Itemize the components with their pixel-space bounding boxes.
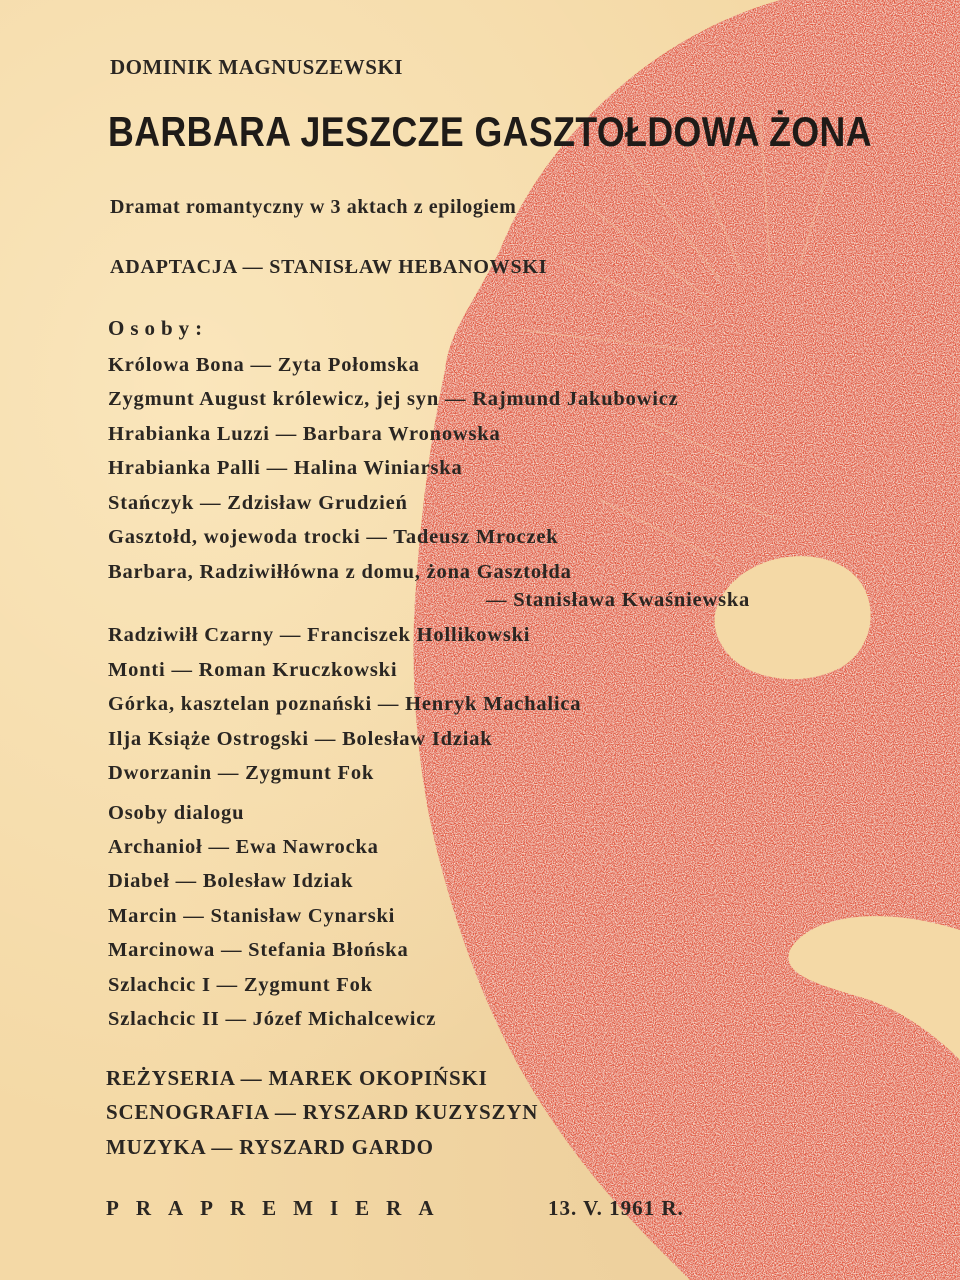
dialogue-cast-line: Marcinowa — Stefania Błońska [108, 939, 409, 961]
cast-line: Królowa Bona — Zyta Połomska [108, 354, 420, 376]
cast-line: Ilja Książe Ostrogski — Bolesław Idziak [108, 728, 493, 750]
music-credit: MUZYKA — RYSZARD GARDO [106, 1135, 434, 1159]
premiere-label: PRAPREMIERA [106, 1196, 451, 1220]
cast-line: Radziwiłł Czarny — Franciszek Hollikowski [108, 624, 531, 646]
cast-line: Hrabianka Luzzi — Barbara Wronowska [108, 423, 501, 445]
adaptation-credit: ADAPTACJA — STANISŁAW HEBANOWSKI [110, 256, 548, 278]
premiere-date: 13. V. 1961 R. [548, 1196, 684, 1220]
cast-line: Dworzanin — Zygmunt Fok [108, 762, 375, 784]
cast-line: Monti — Roman Kruczkowski [108, 659, 398, 681]
cast-line: Gasztołd, wojewoda trocki — Tadeusz Mroczek [108, 526, 559, 548]
dialogue-cast-line: Archanioł — Ewa Nawrocka [108, 836, 379, 858]
author-name: DOMINIK MAGNUSZEWSKI [110, 55, 403, 79]
cast-line: — Stanisława Kwaśniewska [486, 589, 751, 611]
cast-line: Barbara, Radziwiłłówna z domu, żona Gasztołda [108, 561, 572, 583]
cast-line: Stańczyk — Zdzisław Grudzień [108, 492, 408, 514]
play-subtitle: Dramat romantyczny w 3 aktach z epilogiem [110, 196, 517, 218]
cast-line: Górka, kasztelan poznański — Henryk Machalica [108, 693, 582, 715]
scenography-credit: SCENOGRAFIA — RYSZARD KUZYSZYN [106, 1100, 539, 1124]
dialogue-cast-line: Diabeł — Bolesław Idziak [108, 870, 354, 892]
dialogue-heading: Osoby dialogu [108, 802, 245, 824]
cast-line: Hrabianka Palli — Halina Winiarska [108, 457, 463, 479]
dialogue-cast-line: Szlachcic I — Zygmunt Fok [108, 974, 373, 996]
dialogue-cast-line: Marcin — Stanisław Cynarski [108, 905, 396, 927]
director-credit: REŻYSERIA — MAREK OKOPIŃSKI [106, 1066, 488, 1090]
play-title: BARBARA JESZCZE GASZTOŁDOWA ŻONA [108, 108, 872, 155]
cast-heading: Osoby: [108, 316, 209, 340]
dialogue-cast-line: Szlachcic II — Józef Michalcewicz [108, 1008, 437, 1030]
cast-line: Zygmunt August królewicz, jej syn — Rajmund Jakubowicz [108, 388, 679, 410]
